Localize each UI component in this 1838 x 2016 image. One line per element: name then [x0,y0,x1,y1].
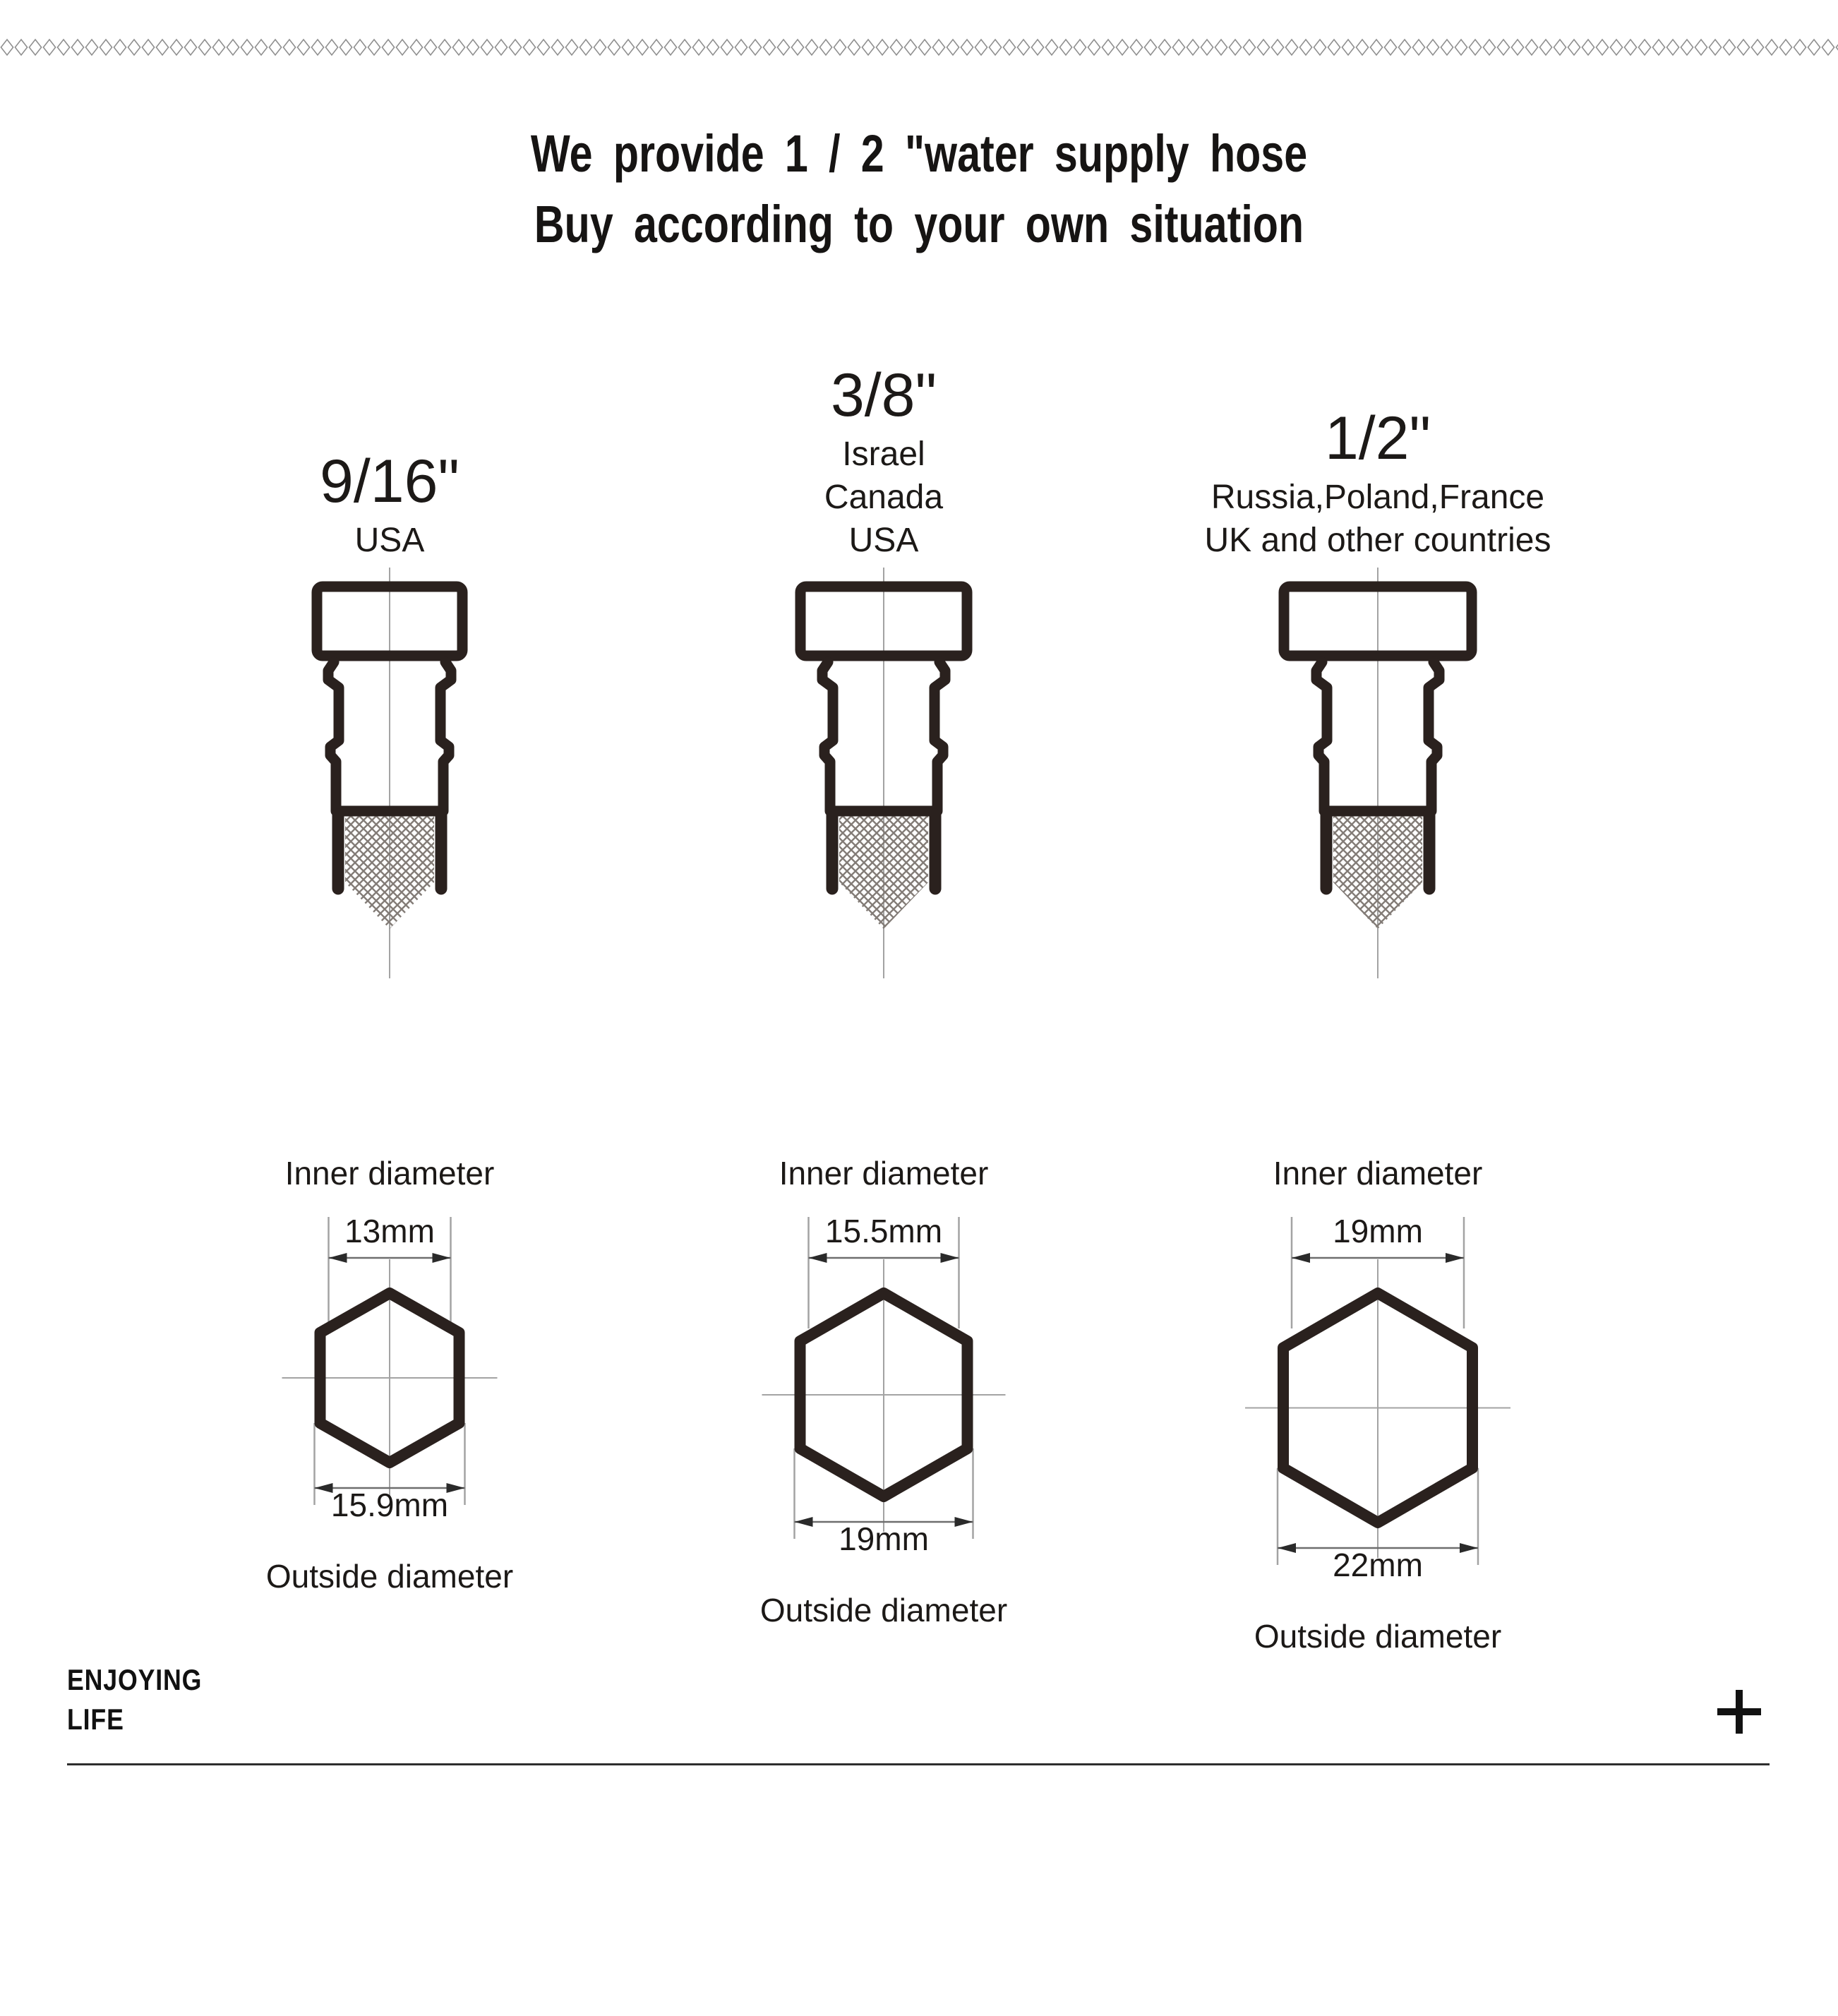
brand-line1: ENJOYING [67,1663,203,1696]
connector-header [320,353,460,562]
arrowhead [955,1517,973,1527]
arrowhead [315,1483,333,1493]
outside-diameter-value: 22mm [1333,1547,1423,1583]
connector-drawing [1271,566,1484,990]
region-line: Canada [824,479,944,516]
hex-drawing [686,1199,1081,1581]
arrowhead [809,1253,827,1263]
diamond-border-pattern [0,38,1838,56]
hose-mesh [839,816,928,929]
brand-line2: LIFE [67,1703,124,1736]
inner-diameter-label: Inner diameter [1273,1155,1483,1192]
connector-header [1205,353,1551,562]
hex-column-38 [637,1151,1131,1633]
arrowhead [1292,1253,1310,1263]
inner-diameter-label: Inner diameter [779,1155,989,1192]
region-line: USA [848,522,919,559]
outside-diameter-label: Outside diameter [265,1558,514,1595]
title-block [0,119,1838,260]
region-line: Russia,Poland,France [1211,479,1545,516]
hex-drawing-slot [686,1199,1081,1585]
arrowhead [1460,1543,1478,1553]
hex-column-12 [1131,1151,1625,1659]
size-label: 1/2" [1324,404,1431,472]
connector-drawing [304,566,475,990]
hex-drawing [1180,1199,1575,1607]
arrowhead [941,1253,959,1263]
inner-diameter-value: 19mm [1333,1213,1423,1249]
outside-diameter-value: 15.9mm [330,1487,449,1523]
page-title-line2: Buy according to your own situation [534,195,1304,253]
arrowhead [447,1483,465,1493]
footer-rule [67,1763,1770,1765]
connector-drawing-slot [304,566,475,993]
region-line: UK and other countries [1204,522,1551,559]
size-label: 9/16" [320,448,460,515]
inner-diameter-value: 15.5mm [824,1213,943,1249]
inner-diameter-value: 13mm [344,1213,435,1249]
arrowhead [1278,1543,1296,1553]
connector-column-916 [143,353,637,993]
page-title-line1: We provide 1 / 2 "water supply hose [530,124,1308,183]
connector-drawing-slot [1271,566,1484,993]
hex-drawing [192,1199,587,1547]
hex-diagram-row [143,1151,1625,1659]
outside-diameter-label: Outside diameter [759,1592,1008,1628]
arrowhead [329,1253,347,1263]
hex-drawing-slot [1180,1199,1575,1611]
brand-block [67,1660,202,1739]
connector-column-38 [637,353,1131,993]
hose-mesh [1333,816,1422,929]
outside-diameter-label: Outside diameter [1254,1618,1502,1655]
connector-header [824,353,943,562]
outside-diameter-value: 19mm [839,1520,929,1557]
hex-drawing-slot [192,1199,587,1551]
hose-mesh [345,816,434,929]
connector-column-12 [1131,353,1625,993]
inner-diameter-label: Inner diameter [284,1155,495,1192]
connector-drawing [788,566,980,990]
size-label: 3/8" [830,361,937,429]
arrowhead [795,1517,813,1527]
region-line: USA [354,522,425,559]
hex-column-916 [143,1151,637,1599]
connector-drawing-slot [788,566,980,993]
plus-icon [1717,1690,1761,1734]
arrowhead [433,1253,451,1263]
region-line: Israel [842,436,925,473]
arrowhead [1446,1253,1464,1263]
connector-row [143,353,1625,993]
